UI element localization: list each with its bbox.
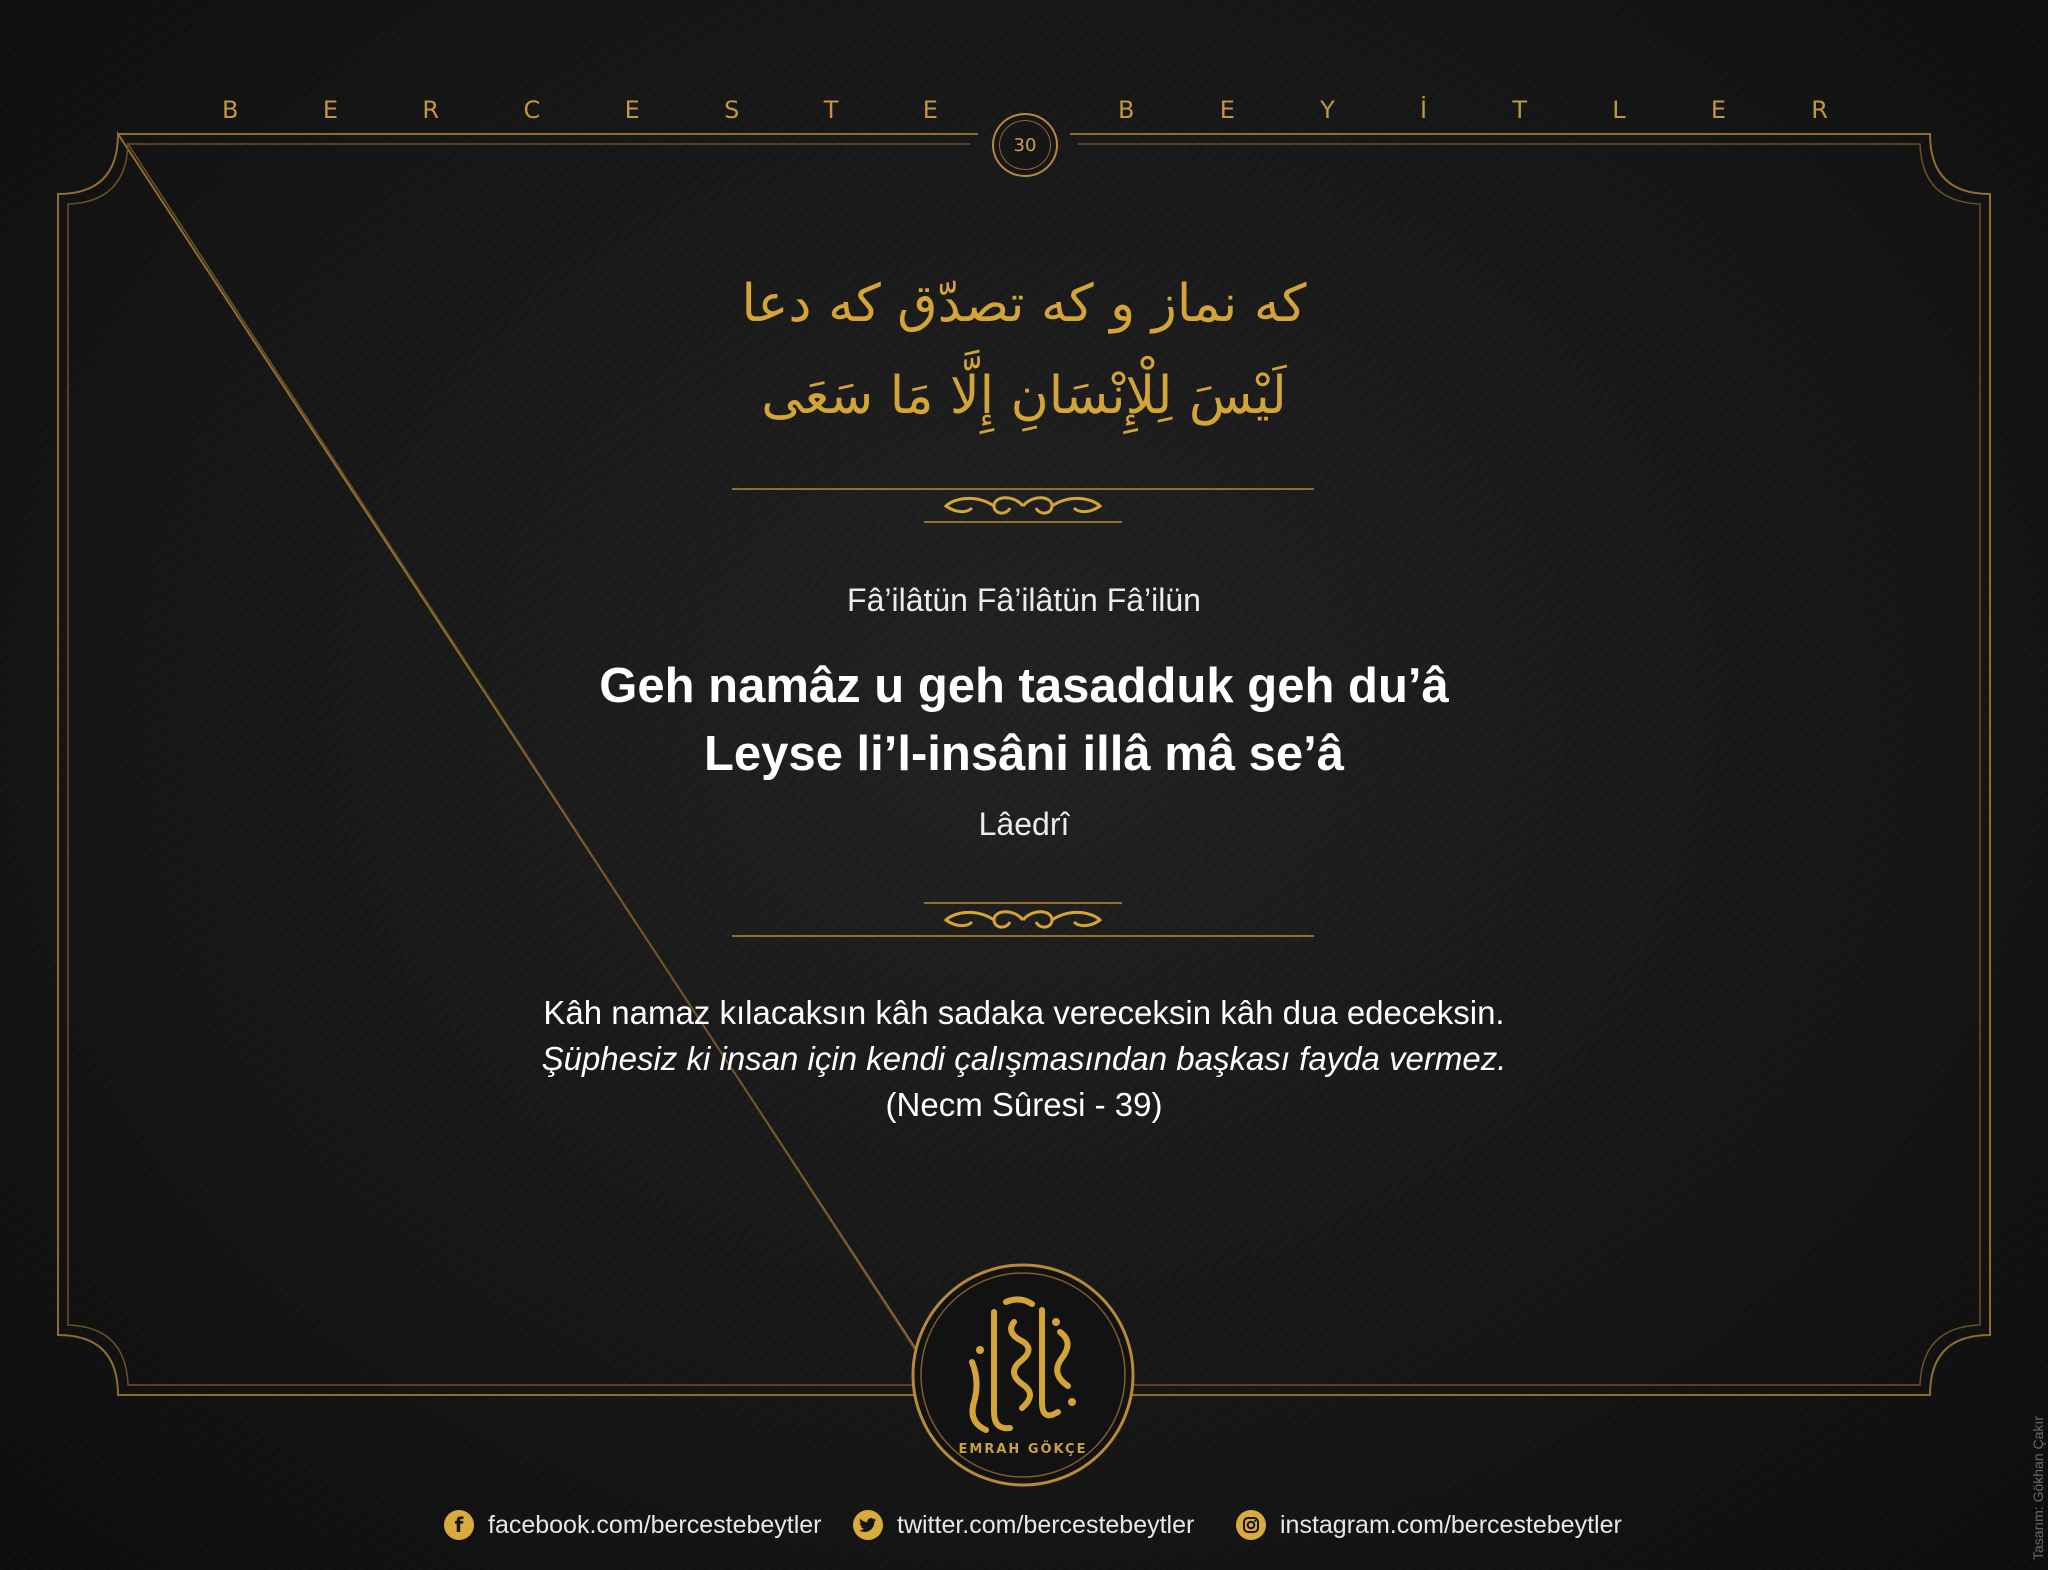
series-title-left: B E R C E S T E (222, 96, 938, 124)
page-number: 30 (1013, 134, 1037, 156)
twitter-url: twitter.com/bercestebeytler (897, 1510, 1195, 1539)
translation-line-2: Şüphesiz ki insan için kendi çalışmasından başkası fayda vermez. (541, 1040, 1507, 1077)
verse-transliteration (0, 652, 2048, 788)
series-title-right: B E Y İ T L E R (1118, 96, 1828, 124)
facebook-icon: f (444, 1510, 474, 1540)
ottoman-line-1: که نماز و که تصدّق که دعا (741, 274, 1307, 334)
translation-source: (Necm Sûresi - 39) (885, 1086, 1163, 1123)
social-links (0, 1510, 2048, 1550)
instagram-link[interactable] (1236, 1510, 1622, 1540)
ornament-divider-top (732, 486, 1314, 526)
verse-line-2: Leyse li’l-insâni illâ mâ se’â (703, 727, 1345, 781)
twitter-icon (853, 1510, 883, 1540)
facebook-url: facebook.com/bercestebeytler (488, 1510, 822, 1539)
ornament-divider-bottom (732, 900, 1314, 940)
facebook-link[interactable] (444, 1510, 822, 1540)
seal-caption: EMRAH GÖKÇE (958, 1442, 1088, 1457)
translation (0, 990, 2048, 1128)
ottoman-couplet (0, 258, 2048, 442)
twitter-link[interactable] (853, 1510, 1194, 1540)
ottoman-line-2: لَيْسَ لِلْإِنْسَانِ إِلَّا مَا سَعَى (761, 366, 1287, 426)
verse-line-1: Geh namâz u geh tasadduk geh du’â (599, 659, 1449, 713)
page-number-badge (992, 113, 1058, 177)
translation-line-1: Kâh namaz kılacaksın kâh sadaka vereceksin kâh dua edeceksin. (543, 994, 1505, 1031)
poet-name: Lâedrî (978, 806, 1070, 842)
designer-credit: Tasarım: Gökhan Çakır (2030, 1416, 2046, 1560)
instagram-url: instagram.com/bercestebeytler (1280, 1510, 1622, 1539)
meter-text: Fâ’ilâtün Fâ’ilâtün Fâ’ilün (847, 582, 1201, 618)
instagram-icon (1236, 1510, 1266, 1540)
